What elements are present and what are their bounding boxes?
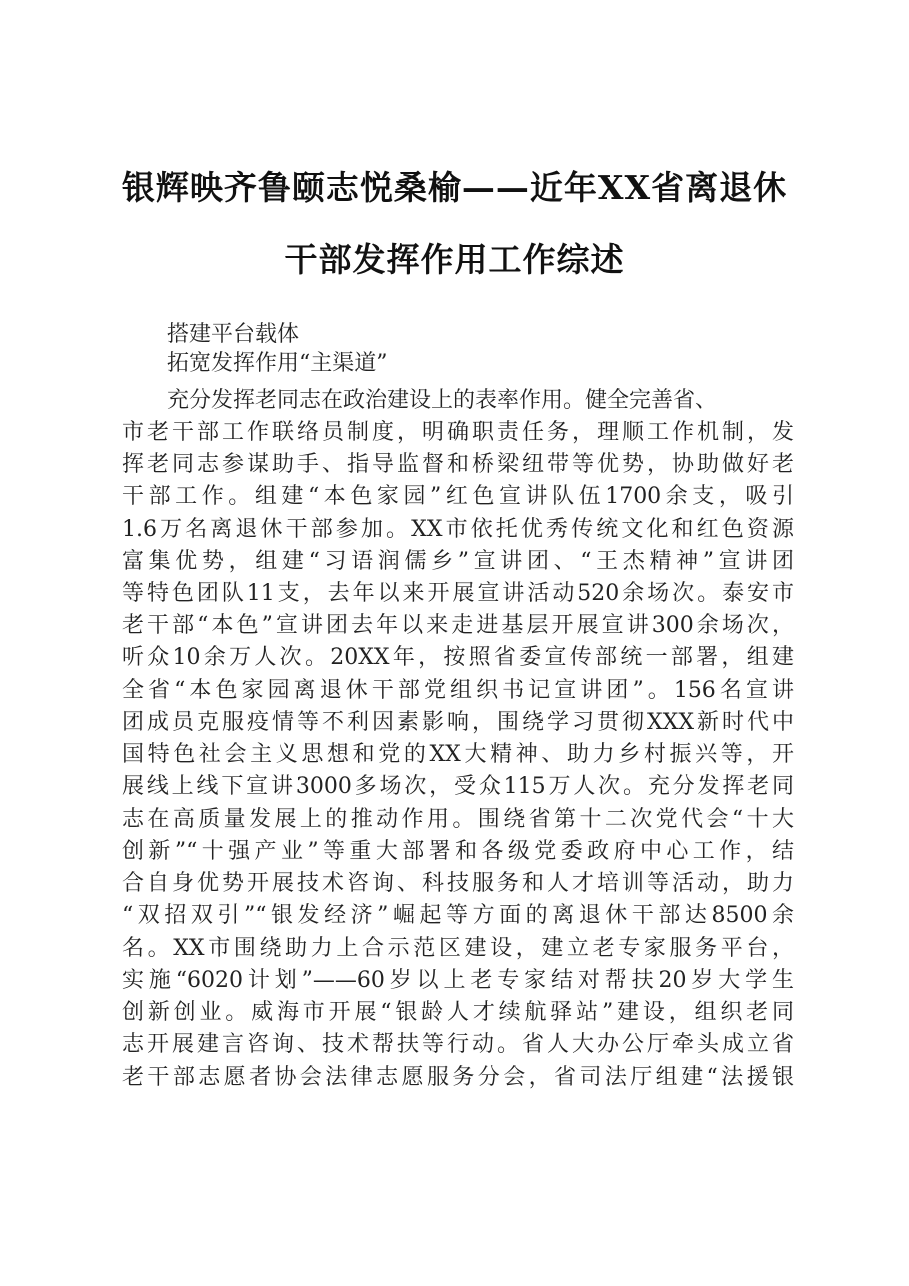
paragraph-line: 老干部志愿者协会法律志愿服务分会，省司法厅组建“法援银 [122, 1065, 794, 1090]
paragraph-line: 挥老同志参谋助手、指导监督和桥梁纽带等优势，协助做好老 [122, 452, 794, 477]
paragraph-line: 全省“本色家园离退休干部党组织书记宣讲团”。156名宣讲 [122, 678, 794, 703]
paragraph-line: 市老干部工作联络员制度，明确职责任务，理顺工作机制，发 [122, 420, 794, 445]
document-title-line-1: 银辉映齐鲁颐志悦桑榆——近年XX省离退休 [121, 168, 788, 207]
paragraph-line: 名。XX市围绕助力上合示范区建设，建立老专家服务平台， [122, 936, 794, 961]
document-title-line-2: 干部发挥作用工作综述 [284, 240, 625, 279]
paragraph-line: 合自身优势开展技术咨询、科技服务和人才培训等活动，助力 [122, 871, 794, 896]
paragraph-line: 听众10余万人次。20XX年，按照省委宣传部统一部署，组建 [122, 645, 794, 670]
paragraph-line: 创新”“十强产业”等重大部署和各级党委政府中心工作，结 [122, 839, 794, 864]
paragraph-line: 国特色社会主义思想和党的XX大精神、助力乡村振兴等，开 [122, 742, 794, 767]
paragraph-line: 团成员克服疫情等不利因素影响，围绕学习贯彻XXX新时代中 [122, 710, 794, 735]
paragraph-line: 富集优势，组建“习语润儒乡”宣讲团、“王杰精神”宣讲团 [122, 549, 794, 574]
paragraph-line: 等特色团队11支，去年以来开展宣讲活动520余场次。泰安市 [122, 581, 794, 606]
paragraph-line: 实施“6020计划”——60岁以上老专家结对帮扶20岁大学生 [122, 968, 794, 993]
paragraph-line: 1.6万名离退休干部参加。XX市依托优秀传统文化和红色资源 [122, 517, 794, 542]
section-heading: 搭建平台载体 [167, 322, 300, 347]
paragraph-line: 充分发挥老同志在政治建设上的表率作用。健全完善省、 [167, 388, 718, 413]
paragraph-line: “双招双引”“银发经济”崛起等方面的离退休干部达8500余 [122, 903, 794, 928]
section-subheading: 拓宽发挥作用“主渠道” [167, 351, 388, 376]
paragraph-line: 志在高质量发展上的推动作用。围绕省第十二次党代会“十大 [122, 807, 794, 832]
paragraph-line: 创新创业。威海市开展“银龄人才续航驿站”建设，组织老同 [122, 1000, 794, 1025]
paragraph-line: 展线上线下宣讲3000多场次，受众115万人次。充分发挥老同 [122, 774, 794, 799]
paragraph-line: 老干部“本色”宣讲团去年以来走进基层开展宣讲300余场次， [122, 613, 794, 638]
paragraph-line: 志开展建言咨询、技术帮扶等行动。省人大办公厅牵头成立省 [122, 1032, 794, 1057]
paragraph-line: 干部工作。组建“本色家园”红色宣讲队伍1700余支，吸引 [122, 484, 794, 509]
